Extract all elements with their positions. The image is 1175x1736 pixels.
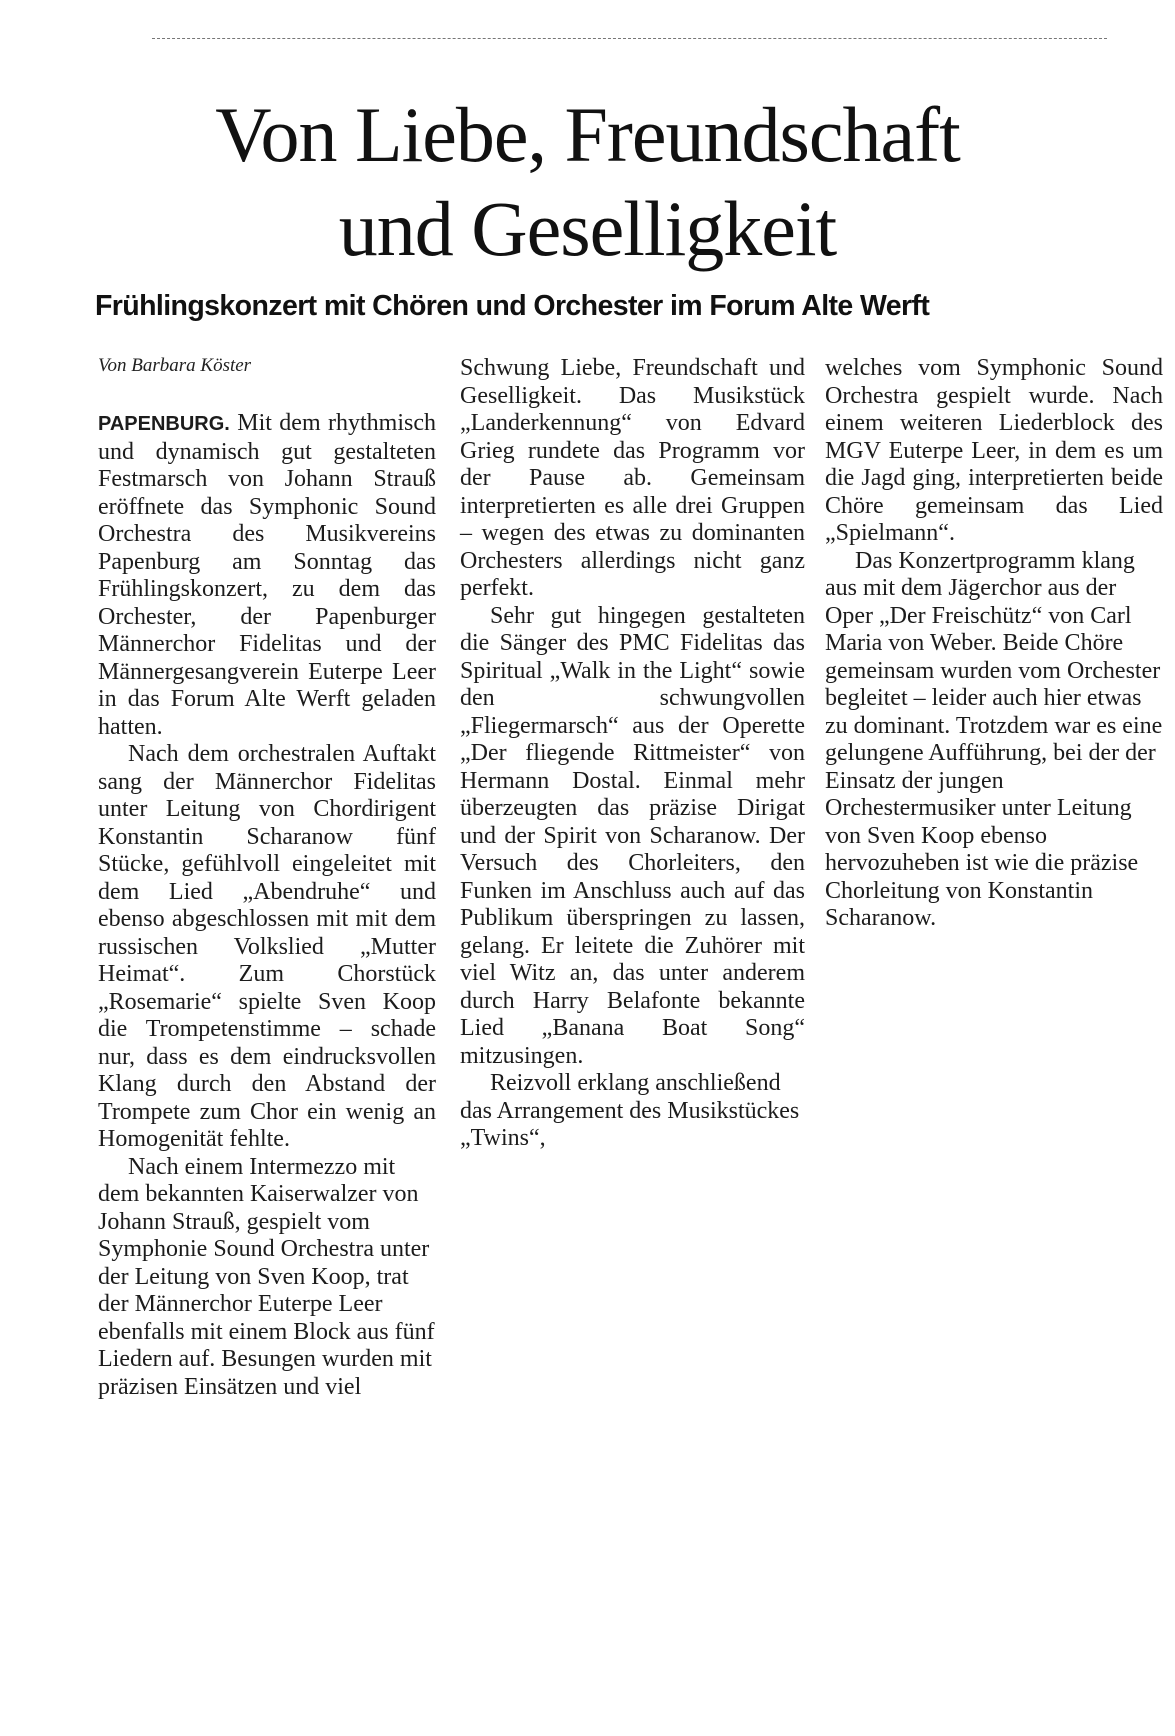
paragraph-4: Schwung Liebe, Freundschaft und Geselligkeit. Das Musikstück „Landerkennung“ von Edvard Grieg rundete das Programm vor der Pause ab. Gemeinsam interpretierten es alle drei Gruppen – wegen des etwas zu dominanten Orchesters allerdings nicht ganz perfekt. (460, 355, 805, 601)
paragraph-1-text: Mit dem rhythmisch und dynamisch gut gestalteten Festmarsch von Johann Strauß eröffnete das Symphonic Sound Orchestra des Musikvereins Papenburg am Sonntag das Frühlingskonzert, zu dem das Orchester, der Papenburger Männerchor Fidelitas und der Männergesangverein Euterpe Leer in das Forum Alte Werft geladen hatten. (98, 410, 436, 740)
paragraph-2: Nach dem orchestralen Auftakt sang der Männerchor Fidelitas unter Leitung von Chordirigent Konstantin Scharanow fünf Stücke, gefühlvoll eingeleitet mit dem Lied „Abendruhe“ und ebenso abgeschlossen mit mit dem russischen Volkslied „Mutter Heimat“. Zum Chorstück „Rosemarie“ spielte Sven Koop die Trompetenstimme – schade nur, dass es dem eindrucksvollen Klang durch den Abstand der Trompete zum Chor ein wenig an Homogenität fehlte. (98, 741, 436, 1152)
paragraph-3: Nach einem Intermezzo mit dem bekannten Kaiserwalzer von Johann Strauß, gespielt vom Symphonie Sound Orchestra unter der Leitung von Sven Koop, trat der Männerchor Euterpe Leer ebenfalls mit einem Block aus fünf Liedern auf. Besungen wurden mit präzisen Einsätzen und viel (98, 1153, 435, 1400)
paragraph-7: welches vom Symphonic Sound Orchestra gespielt wurde. Nach einem weiteren Liederblock des MGV Euterpe Leer, in dem es um die Jagd ging, interpretierten beide Chöre gemeinsam das Lied „Spielmann“. (825, 355, 1163, 546)
top-rule (152, 38, 1107, 39)
article-column-2 (460, 355, 805, 1153)
paragraph-5: Sehr gut hingegen gestalteten die Sänger des PMC Fidelitas das Spiritual „Walk in the Light“ sowie den schwungvollen „Fliegermarsch“ aus der Operette „Der fliegende Rittmeister“ von Hermann Dostal. Einmal mehr überzeugten das präzise Dirigat und der Spirit von Scharanow. Der Versuch des Chorleiters, den Funken im Anschluss auch auf das Publikum überspringen zu lassen, gelang. Er leitete die Zuhörer mit viel Witz an, das unter anderem durch Harry Belafonte bekannte Lied „Banana Boat Song“ mitzusingen. (460, 602, 805, 1069)
paragraph-8: Das Konzertprogramm klang aus mit dem Jägerchor aus der Oper „Der Freischütz“ von Carl Maria von Weber. Beide Chöre gemeinsam wurden vom Orchester begleitet – leider auch hier etwas zu dominant. Trotzdem war es eine gelungene Aufführung, bei der der Einsatz der jungen Orchestermusiker unter Leitung von Sven Koop ebenso hervozuheben ist wie die präzise Chorleitung von Konstantin Scharanow. (825, 547, 1163, 931)
subheadline: Frühlingskonzert mit Chören und Orchester im Forum Alte Werft (95, 290, 930, 322)
paragraph-6: Reizvoll erklang anschließend das Arrangement des Musikstückes „Twins“, (460, 1070, 800, 1151)
headline-line-2: und Geselligkeit (338, 185, 837, 272)
headline (120, 88, 1055, 276)
paragraph-1 (98, 410, 436, 741)
byline: Von Barbara Köster (98, 355, 252, 376)
article-column-1 (98, 410, 436, 1401)
headline-line-1: Von Liebe, Freundschaft (215, 91, 960, 178)
article-column-3 (825, 355, 1163, 933)
dateline: PAPENBURG. (98, 413, 230, 435)
